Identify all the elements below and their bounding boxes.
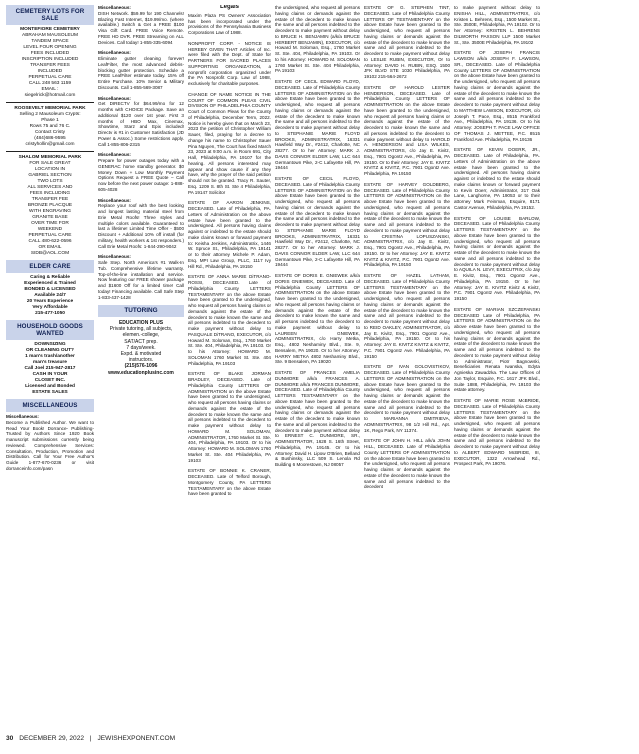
legal-notice: ESTATE OF MARIE ROSE McBRIDE, DECEASED. Late of Philadelphia County LETTERS TESTAMENTARY on the above Estate have been granted to the undersigned, who request all persons having claims or demands against the estate of the decedent to make known the same and all persons indebted to the decedent to make payment without delay to ALBERT EDWARD McBRIDE, III, EXECUTOR, 1322 Arrowhead Rd., Prospect Park, PA 19076. — [454, 398, 540, 467]
ad-line: ROOSEVELT MEMORIAL PARK — [14, 106, 86, 111]
misc-ad-title: Miscellaneous: — [6, 414, 39, 419]
page-number: 30 — [6, 735, 14, 742]
misc-ad-title: Miscellaneous: — [98, 5, 131, 10]
misc-ad-title: Miscellaneous: — [98, 152, 131, 158]
ad-line: instructors. — [128, 357, 154, 364]
issue-date: DECEMBER 29, 2022 — [19, 735, 85, 742]
ad-line: FEES INCLUDING — [29, 191, 71, 196]
ad-line: BONDED & LICENSED — [24, 287, 76, 292]
legal-notice: ESTATE OF ANNA MARIE DiTRANO-ROSSI, DECEASED. Late of Philadelphia County LETTERS TESTAMENTARY on the above Estate have been granted to the undersigned, who request all persons having claims or demands against the estate of the decedent to make known the same and all persons indebted to the decedent to make payment without delay to PASQUALE DiTRANO, EXECUTOR, c/o Howard M. Soloman, Esq., 1760 Market St. Ste. 404, Philadelphia, PA 19103. Or to his Attorney: HOWARD M. SOLOMAN 1760 Market St. Ste. 404 Philadelphia, PA 19103 — [188, 274, 271, 366]
misc-ad-title: Miscellaneous: — [98, 197, 131, 203]
elder-care-header: ELDER CARE — [6, 260, 94, 273]
misc-ad-text: Prepare for power outages today with a GENERAC home standby generator. $0 Money Down + Low Monthly Payment Options Request a FREE Quote – Call now before the next power outage: 1-888-605-4028 — [98, 158, 184, 192]
site-name: JEWISHEXPONENT.COM — [97, 735, 176, 742]
ad-line: BRONZE PLACQUE — [27, 203, 73, 208]
ad-line: Rows 75 and 76 C. — [29, 124, 71, 129]
misc-ad — [98, 50, 184, 90]
column-6 — [454, 5, 540, 727]
legal-notice: ESTATE OF HAZEL LATHAM, DECEASED. Late of Philadelphia County LETTERS TESTAMENTARY on the above Estate have been granted to the undersigned, who request all persons having claims or demands against the estate of the decedent to make known the same and all persons indebted to the decedent to make payment without delay to REID OAKLEY, ADMINISTRATOR, c/o Jay E. Kivitz, Esq., 7901 Ogontz Ave., Philadelphia, PA 19150. Or to his Attorney: JAY E. KIVITZ KIVITZ & KIVITZ, P.C. 7901 Ogontz Ave. Philadelphia, PA 19150 — [364, 273, 450, 359]
ad-line: 1 man's trash/another — [25, 354, 75, 359]
ad-line: INCLUDED — [37, 69, 63, 74]
ad-line: Contact Cristy — [34, 130, 66, 135]
misc-ad-title: Miscellaneous: — [98, 50, 131, 56]
ad-line: Call Joel 215-947-2817 — [24, 366, 76, 371]
cemetery-lots-header: CEMETERY LOTS FOR SALE — [6, 5, 94, 25]
ad-line: CALL 480-622-0596 — [28, 239, 72, 244]
ad-line: GRANITE BASE — [32, 215, 68, 220]
ad-line: LOCATION IN — [34, 167, 66, 172]
ad-line: WEEKEND — [37, 227, 63, 232]
column-3 — [188, 5, 271, 727]
ad-line: FEES INCLUDED — [30, 51, 70, 56]
legal-notice: ESTATE OF LOUISE BARLOW, DECEASED. Late of Philadelphia County LETTERS TESTAMENTARY on the above Estate have been granted to the undersigned, who request all persons having claims or demands against the estate of the decedent to make known the same and all persons indebted to the decedent to make payment without delay to AQUILA N. LEVY, EXECUTRIX, c/o Jay E. Kivitz, Esq., 7901 Ogontz Ave., Philadelphia, PA 19150. Or to her Attorney: JAY E. KIVITZ Kivitz & Kivitz, P.C. 7901 Ogontz Ave. Philadelphia, PA 19150 — [454, 215, 540, 301]
legal-notice: NONPROFIT CORP. - NOTICE IS HEREBY GIVEN THAT Articles of Inc. were filed with the Dept. of State for PARTNERS FOR SACRED PLACES SUPPORTING ORGANIZATION, a nonprofit corporation organized under the PA Nonprofit Corp. Law of 1988, exclusively for charitable purposes. — [188, 40, 271, 86]
ad-line: CALL 248 563 1159 — [28, 81, 72, 86]
misc-ad — [6, 414, 94, 472]
legal-notice: to make payment without delay to ENISHA HILL, ADMINISTRATRIX, c/o Kristen L. Behrens, Esq., 1500 Market St., Ste. 3500E, Philadelphia, PA 19102. Or to her Attorney: KRISTEN L. BEHRENS DILWORTH PAXSON LLP 1500 Market St., Ste. 3500E Philadelphia, PA 19102 — [454, 5, 540, 45]
legal-notice: Maxim Plaza PS Owners' Association has been incorporated under the provisions of the Pennsylvania Business Corporations Law of 1988. — [188, 12, 271, 35]
legal-notice: ESTATE OF AARON JENKINS, DECEASED. Late of Philadelphia, PA. Letters of Administration on the above estate have been granted to the undersigned. All persons having claims against or indebted to the estate should make claims known or forward payment to: Keisha Jenkins, Administratrix, 1446 W. Spruce St., Philadelphia, PA 19141 or to their attorney Michele P. Adam, Esq. MPI Law Group, PLLC, 1117 Ivy Hill Rd., Philadelphia, PA 19150 — [188, 200, 271, 269]
ad-line: EMAIL : — [41, 87, 59, 92]
page-footer — [6, 735, 179, 742]
divider — [6, 102, 94, 103]
footer-separator: | — [89, 735, 92, 742]
column-4 — [275, 5, 360, 727]
misc-ad — [98, 96, 184, 148]
ad-line: elemen.-college, — [122, 332, 160, 339]
ad-line: LEVEL FOUR OPENING — [23, 45, 77, 50]
roosevelt-ad — [6, 106, 94, 148]
legal-notice: ESTATE OF G. STEPHEN TINT, DECEASED. Late of Philadelphia County LETTERS OF TESTAMENTARY on the above Estate have been granted to the undersigned, who request all persons having claims or demands against the estate of the decedent to make known the same and all persons indebted to the decedent to make payment without delay to LESLIE RUBIN, EXECUTOR, Or to Attorney: DAVID H. RUBIN, ESQ. 1500 JFK BLVD STE 1030 Philadelphia, PA 19102 215-564-2672 — [364, 5, 450, 79]
ad-line: WITH ENGRAVING — [28, 209, 72, 214]
legal-notice: ESTATE OF IVAN GOLOVISTIKOV, DECEASED. Late of Philadelphia County LETTERS OF ADMINISTRATION on the above Estate have been granted to the undersigned, who request all persons having claims or demands against the estate of the decedent to make known the same and all persons indebted to the decedent to make payment without delay to MARIANNA DMITRIEVA, ADMINISTRATRIX, 98 1/2 Hill Rd., Apt. 1K, Rego Park, NY 11374. — [364, 364, 450, 433]
ad-line: Very Affordable — [32, 305, 68, 310]
misc-ad-title: Miscellaneous: — [98, 95, 131, 101]
ad-line: GABRIEL SECTION — [28, 173, 72, 178]
ad-line: INSCRIPTION INCLUDED — [21, 57, 79, 62]
ad-line: Experienced & Trained — [24, 281, 76, 286]
column-2 — [98, 5, 184, 727]
ad-line: PERPETUAL CARE — [28, 75, 72, 80]
legal-notice: ESTATE OF FRANCES AMELIA DUNMORE a/k/a FRANCES A. DUNMORE a/k/a FRANCES DUNMORE, DECEASED. Late of Philadelphia County LETTERS TESTAMENTARY on the above Estate have been granted to the undersigned, who request all persons having claims or demands against the estate of the decedent to make known the same and all persons indebted to the decedent to make payment without delay to ERNEST C. DUNMORE, SR., ADMINISTRATOR, 1628 S. 16th Street, Philadelphia, PA 19145. Or to his Attorney: David H. Lipow O'Brien, Belland & Bushinsky, LLC 509 S. Lenola Rd Building 6 Moorestown, NJ 08057 — [275, 370, 360, 467]
household-goods-header: HOUSEHOLD GOODS WANTED — [6, 320, 94, 340]
legal-notice: ESTATE OF BLAKE JORMAN BRADLEY, DECEASED. Late of Philadelphia County LETTERS OF ADMINISTRATION on the above Estate have been granted to the undersigned, who request all persons having claims or demands against the estate of the decedent to make known the same and all persons indebted to the decedent to make payment without delay to HOWARD M. SOLOMAN, ADMINISTRATOR, 1760 Market St. Ste. 404, Philadelphia, PA 19103. Or to his Attorney: HOWARD M. SOLOMAN 1760 Market St. Ste. 404 Philadelphia, PA 19103 — [188, 371, 271, 463]
tutoring-header: TUTORING — [98, 305, 184, 317]
ad-line: EDUCATION PLUS — [118, 320, 164, 326]
legal-notice: ESTATE OF CECIL FLOYD, DECEASED. Late of Philadelphia County LETTERS OF ADMINISTRATION on the above Estate have been granted to the undersigned, who request all persons having claims or demands against the estate of the decedent to make known the same and all persons indebted to the decedent to make payment without delay to STEPHANIE MARIE FLOYD BROOKS, ADMINISTRATRIX, 16331 Hawfield Way Dr., #2412, Charlotte, NC 28277. Or to her Attorney: MARK J. DAVIS CONNOR ELDER LAW, LLC 644 Germantown Pike, 2-C Lafayette Hill, PA 19444 — [275, 176, 360, 268]
misc-ad-title: Miscellaneous: — [98, 254, 131, 260]
legal-notice: CHANGE OF NAME NOTICE IN THE COURT OF COMMON PLEAS CIVIL DIVISION OF PHILADELPHIA COUNTY Court of Common Pleas for the County of Philadelphia, December Term, 2022. Notice is hereby given that on March 23, 2023 the petition of Christopher William Sauer, filed, praying for a decree to change his name to Christopher Sauer Pina Nguyen, The Court has fixed March 23, 2023 at 9:00 a.m. in Room 691, City Hall, Philadelphia, PA 19107 for the hearing. All persons interested may appear and show cause if any they have, why the prayer of the said petition should not be granted. Tracy R. Sauter, Esq. 1209 S. 8th St. Ste 4 Philadelphia, PA 19147 Solicitor — [188, 91, 271, 195]
ad-line: OVER TIME FOR — [31, 221, 69, 226]
ad-line: SIDB@AOL.COM — [30, 251, 70, 256]
ad-line: cristyhollin@gmail.com — [25, 142, 75, 147]
misc-ad-text: DISH Network. $59.99 for 190 Channels! Blazing Fast Internet, $19.99/mo. (where available.) Switch & Get a FREE $100 Visa Gift Card. FREE Voice Remote. FREE HD DVR. FREE Streaming on ALL Devices. Call today! 1-855-335-6094 — [98, 10, 184, 45]
misc-ad-text: Become a Published Author. We want to Read Your Book! Dorrance- Publishing-Trusted by Authors Since 1920 Book manuscript submissions currently being reviewed. Comprehensive Services: Consultation, Production, Promotion and Distribution. Call for Your Free Author's Guide 1-877-670-0236 or visit dorranceinfo.com/pasn — [6, 419, 94, 471]
ad-line: Private tutoring, all subjects, — [109, 326, 173, 333]
legal-notice: ESTATE OF HAROLD LESTER HENDERSON, DECEASED. Late of Philadelphia County LETTERS OF ADMINISTRATION on the above Estate have been granted to the undersigned, who request all persons having claims or demands against the estate of the decedent to make known the same and all persons indebted to the decedent to make payment without delay to HAROLD A. HENDERSON and LISA WILKES, ADMINISTRATORS, c/o Jay E. Kivitz, Esq., 7901 Ogontz Ave., Philadelphia, PA 19150. Or to their Attorney: JAY E. KIVITZ KIVITZ & KIVITZ, P.C. 7901 Ogontz Ave. Philadelphia, PA 19150 — [364, 84, 450, 176]
misc-ad — [98, 5, 184, 45]
ad-line: ABRAHAM MAUSOLEUM — [22, 33, 78, 38]
website-link[interactable]: www.educationplusinc.com — [108, 369, 174, 376]
ad-line: Caring & Reliable — [30, 275, 70, 280]
ad-line: 7 days/week. — [126, 344, 156, 351]
legal-notice: ESTATE OF HARVEY GOLDBERG, DECEASED. Late of Philadelphia County LETTERS OF ADMINISTRATION on the above Estate have been granted to the undersigned, who request all persons having claims or demands against the estate of the decedent to make known the same and all persons indebted to the decedent to make payment without delay to CRISTINA LOPUSZANSKI, ADMINISTRATRIX, c/o Jay E. Kivitz, Esq., 7901 Ogontz Ave., Philadelphia, PA 19150. Or to her Attorney: JAY E. KIVITZ KIVITZ & KIVITZ, P.C. 7901 Ogontz Ave. Philadelphia, PA 19150 — [364, 181, 450, 268]
legal-notice: ESTATE OF BONNIE K. CRANER, DECEASED. Late of Telford Borough, Montgomery County, PA LETTERS TESTAMENTARY on the above Estate have been granted to — [188, 468, 271, 497]
misc-ad-text: Eliminate gutter cleaning forever! LeafFilter, the most advanced debris-blocking gutter protection. Schedule a FREE LeafFilter estimate today. 15% off Entire Purchase. 10% Senior & Military Discounts. Call 1-855-569-3087 — [98, 56, 184, 90]
legal-notice: ESTATE OF MARIAN SZCZEPANSKI DECEASED Late of Philadelphia, PA LETTERS OF ADMINISTRATION on the above estate have been granted to the undersigned, who request all persons having claims or demands against the estate of the decedent to make known the same and all persons indebted to the decedent to make payment without delay to Administrator, Piotr Bagnowski, Beneficiaries Renata Iwanska, Edyta Agnieska Zawadzka. The Law Offices of Jon Taylor, Esquire, P.C. 1617 JFK Blvd., Suite 1888, Philadelphia, PA 19103 the estate attorney. — [454, 306, 540, 393]
ad-line: Licensed and Bonded — [25, 384, 75, 389]
ad-line: siegelrick@hotmail.com — [24, 93, 76, 98]
legal-notice: ESTATE OF DORIS E. GNIEWEK a/k/a DORIS GNIEWEK, DECEASED. Late of Philadelphia County LETTERS OF ADMINISTRATION on the above Estate have been granted to the undersigned, who request all persons having claims or demands against the estate of the decedent to make known the same and all persons indebted to the decedent to make payment without delay to LAUREEN GNIEWEK, ADMINISTRATRIX, c/o Harry Metka, Esq., 4802 Neshaminy Blvd., Ste. 9, Bensalem, PA 19020. Or to her Attorney: HARRY METKA 4802 Neshaminy Blvd., Ste. 9 Bensalem, PA 19020 — [275, 273, 360, 365]
ad-line: OR EMAIL — [38, 245, 62, 250]
household-goods-ad — [6, 342, 94, 396]
ad-line: ALL SERVICES AND — [27, 185, 73, 190]
elder-care-ad — [6, 275, 94, 317]
ad-line: SHALOM MEMORIAL PARK — [18, 155, 82, 160]
ad-line: TRANSFER FEE — [31, 197, 69, 202]
legal-notice: ESTATE OF JOSEPH FRANCIS LAWSON a/k/a JOSEPH F. LAWSON, SR., DECEASED. Late of Philadelphia County LETTERS OF ADMINISTRATION on the above Estate have been granted to the undersigned, who request all persons having claims or demands against the estate of the decedent to make known the same and all persons indebted to the decedent to make payment without delay to MATTHEW LAWSON, EXECUTOR, c/o Joseph T. Pace, Esq., 8515 Frankford Ave., Philadelphia, PA 19136. Or to his Attorney: JOSEPH T. PACE LAW OFFICE OF THOMAS J. METTEE, P.C. 8515 Frankford Ave. Philadelphia, PA 19136 — [454, 50, 540, 142]
ad-line: man's treasure — [33, 360, 67, 365]
newspaper-page — [6, 5, 633, 727]
misc-ad — [98, 152, 184, 192]
ad-line: Phase 1 — [41, 118, 59, 123]
ad-line: DOWNSIZING — [34, 342, 66, 347]
ad-line: SAT/ACT prep. — [124, 338, 158, 345]
misc-ad-text: Get DIRECTV for $64.99/mo for 12 months with CHOICE Package. Save an additional $120 over 1st year. First 3 months of HBO Max, Cinemax, Showtime, Starz and Epix included! Directv is #1 in Customer Satisfaction (JD Power & Assoc.) Some restrictions apply. Call 1-855-806-2315 — [98, 101, 184, 147]
ad-line: CLOSET INC. — [34, 378, 66, 383]
column-1 — [6, 5, 94, 727]
legal-notice: ESTATE OF CECIL EDWARD FLOYD, DECEASED. Late of Philadelphia County LETTERS OF ADMINISTRATION on the above Estate have been granted to the undersigned, who request all persons having claims or demands against the estate of the decedent to make known the same and all persons indebted to the decedent to make payment without delay to STEPHANIE MARIE FLOYD BROOKS, ADMINISTRATRIX, 16331 Hawfield Way Dr., #2412, Charlotte, NC 28277. Or to her Attorney: MARK J. DAVIS CONNOR ELDER LAW, LLC 644 Germantown Pike, 2-C Lafayette Hill, PA 19444 — [275, 79, 360, 171]
divider — [6, 151, 94, 152]
miscellaneous-header: MISCELLANEOUS — [6, 399, 94, 412]
column-5 — [364, 5, 450, 727]
ad-line: Expd. & motivated — [120, 351, 162, 358]
ad-line: TRANSFER FEES — [30, 63, 70, 68]
ad-line: (484)686-9595 — [34, 136, 66, 141]
ad-line: FOR SALE GREAT — [29, 161, 71, 166]
ad-line: TANDEM SPACE — [31, 39, 69, 44]
misc-ad-text: Safe Step. North America's #1 Walk-In Tub. Comprehensive lifetime warranty. Top-of-the-line installation and service. Now featuring our FREE shower package and $1600 Off for a limited time! Call today! Financing available. Call Safe Step 1-833-437-1428 — [98, 260, 184, 300]
misc-ad — [98, 254, 184, 300]
legals-header: Legals — [219, 5, 239, 10]
ad-line: MONTEFIORE CEMETERY — [20, 27, 80, 32]
ad-line: 215-477-1050 — [35, 311, 65, 316]
montefiore-ad — [6, 27, 94, 99]
ad-line: (215)576-1096 — [124, 363, 158, 370]
ad-line: CASH IN YOUR — [32, 372, 68, 377]
ad-line: TWO LOTS — [37, 179, 63, 184]
legal-notice: ESTATE OF JOHN H. HILL a/k/a JOHN HILL, DECEASED. Late of Philadelphia County LETTERS OF ADMINISTRATION on the above Estate have been granted to the undersigned, who request all persons having claims or demands against the estate of the decedent to make known the same and all persons indebted to the decedent — [364, 438, 450, 490]
ad-line: Selling 2 Mausoleum Crypts: — [19, 112, 81, 117]
ad-line: Available 24/7 — [34, 293, 66, 298]
ad-line: OR CLEANING OUT? — [26, 348, 74, 353]
shalom-ad — [6, 155, 94, 257]
ad-line: PERPETUAL CARE — [28, 233, 72, 238]
legal-notice: ESTATE OF KEVIN DOERR, JR., DECEASED. Late of Philadelphia, PA. Letters of Administration on the above estate have been granted to the undersigned. All persons having claims against or indebted to the estate should make claims known or forward payment to Kevin Doerr, Administrator, 317 Oak Lane, Langhorne, PA 19053 or to their attorney Mark Feinman, Esquire, 8171 Castor Avenue, Philadelphia, PA 19152. — [454, 147, 540, 210]
misc-ad-text: Replace your roof with the best looking and longest lasting material steel from Erie Metal Roofs! Three styles and multiple colors available. Guaranteed to last a lifetime! Limited Time Offer - $500 Discount + Additional 10% off install (for military, health workers & 1st responders.) Call Erie Metal Roofs: 1-844-290-9042 — [98, 203, 184, 249]
legal-notice: the undersigned, who request all persons having claims or demands against the estate of the decedent to make known the same and all persons indebted to the decedent to make payment without delay to BRUCE H. BENJAMIN (a/k/a BRUCE HERBERT BENJAMIN), EXECUTOR, c/o Howard M. Soloman, Esq., 1760 Market St. Ste. 404, Philadelphia, PA 19103. Or to his Attorney: HOWARD M. SOLOMAN 1760 Market St. Ste. 404 Philadelphia, PA 19103 — [275, 5, 360, 74]
misc-ad — [98, 198, 184, 250]
ad-line: 20 Years Experience — [26, 299, 74, 304]
education-plus-ad — [98, 320, 184, 376]
ad-line: ESTATE SALES — [32, 390, 68, 395]
